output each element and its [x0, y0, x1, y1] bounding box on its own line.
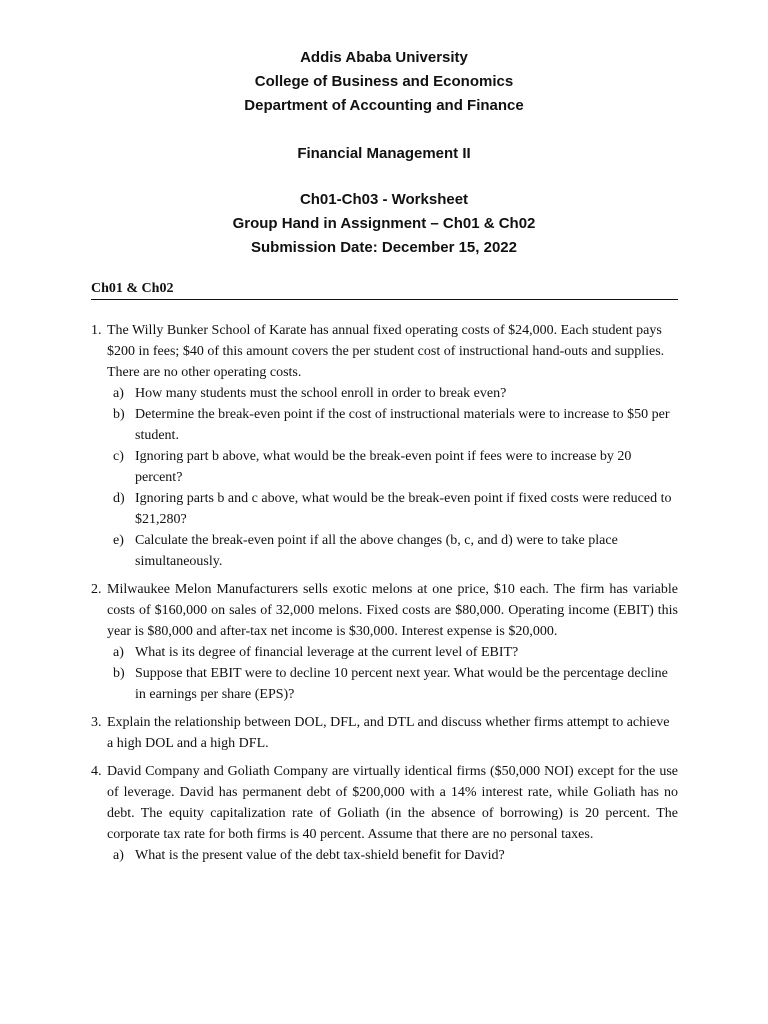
sub-question-text: What is its degree of financial leverage at the current level of EBIT? — [135, 645, 519, 660]
sub-question-label: a) — [113, 386, 124, 401]
department-name: Department of Accounting and Finance — [244, 97, 524, 114]
question-text: Milwaukee Melon Manufacturers sells exotic melons at one price, $10 each. The firm has variable costs of $160,000 on sales of 32,000 melons. Fixed costs are $80,000. Operating income (EBIT) this year is $80,000 and after-tax net income is $30,000. Interest expense is $20,000. — [107, 582, 678, 639]
sub-question-label: d) — [113, 491, 125, 506]
sub-question — [107, 642, 678, 663]
sub-question — [107, 383, 678, 404]
sub-question-text: Calculate the break-even point if all the above changes (b, c, and d) were to take place simultaneously. — [135, 533, 618, 569]
question-number: 1. — [91, 323, 102, 338]
worksheet-title: Ch01-Ch03 - Worksheet — [299, 191, 469, 208]
question-text: David Company and Goliath Company are virtually identical firms ($50,000 NOI) except for the use of leverage. David has permanent debt of $200,000 with a 14% interest rate, while Goliath has no debt. The equity capitalization rate of Goliath (in the absence of borrowing) is 20 percent. The corporate tax rate for both firms is 40 percent. Assume that there are no personal taxes. — [107, 764, 678, 842]
sub-question — [107, 530, 678, 572]
sub-question-label: a) — [113, 645, 124, 660]
course-title: Financial Management II — [297, 145, 471, 162]
sub-question — [107, 404, 678, 446]
question-number: 2. — [91, 582, 102, 597]
sub-question-text: Suppose that EBIT were to decline 10 percent next year. What would be the percentage decline in earnings per share (EPS)? — [135, 666, 668, 702]
question-text: The Willy Bunker School of Karate has annual fixed operating costs of $24,000. Each student pays $200 in fees; $40 of this amount covers the per student cost of instructional hand-outs and supplies. There are no other operating costs. — [107, 323, 665, 380]
sub-question-text: Ignoring parts b and c above, what would be the break-even point if fixed costs were reduced to $21,280? — [135, 491, 672, 527]
sub-question-label: e) — [113, 533, 124, 548]
sub-question-text: Determine the break-even point if the cost of instructional materials were to increase to $50 per student. — [135, 407, 670, 443]
question-3 — [91, 712, 678, 754]
submission-date: Submission Date: December 15, 2022 — [251, 239, 517, 256]
question-2 — [91, 579, 678, 705]
sub-question-text: What is the present value of the debt tax-shield benefit for David? — [135, 848, 505, 863]
question-number: 3. — [91, 715, 102, 730]
section-divider — [91, 299, 678, 300]
question-text: Explain the relationship between DOL, DFL, and DTL and discuss whether firms attempt to achieve a high DOL and a high DFL. — [107, 715, 670, 751]
question-4 — [91, 761, 678, 866]
assignment-title: Group Hand in Assignment – Ch01 & Ch02 — [232, 215, 536, 232]
sub-question-label: b) — [113, 407, 125, 422]
sub-question-text: Ignoring part b above, what would be the break-even point if fees were to increase by 20 percent? — [135, 449, 632, 485]
sub-question — [107, 845, 678, 866]
sub-question — [107, 663, 678, 705]
sub-question-label: a) — [113, 848, 124, 863]
section-title: Ch01 & Ch02 — [91, 281, 174, 296]
sub-question — [107, 488, 678, 530]
sub-question-label: b) — [113, 666, 125, 681]
college-name: College of Business and Economics — [254, 73, 514, 90]
university-name: Addis Ababa University — [300, 49, 468, 66]
sub-question-label: c) — [113, 449, 124, 464]
sub-question-text: How many students must the school enroll in order to break even? — [135, 386, 507, 401]
sub-question — [107, 446, 678, 488]
question-number: 4. — [91, 764, 102, 779]
questions-list — [91, 320, 678, 873]
question-1 — [91, 320, 678, 572]
